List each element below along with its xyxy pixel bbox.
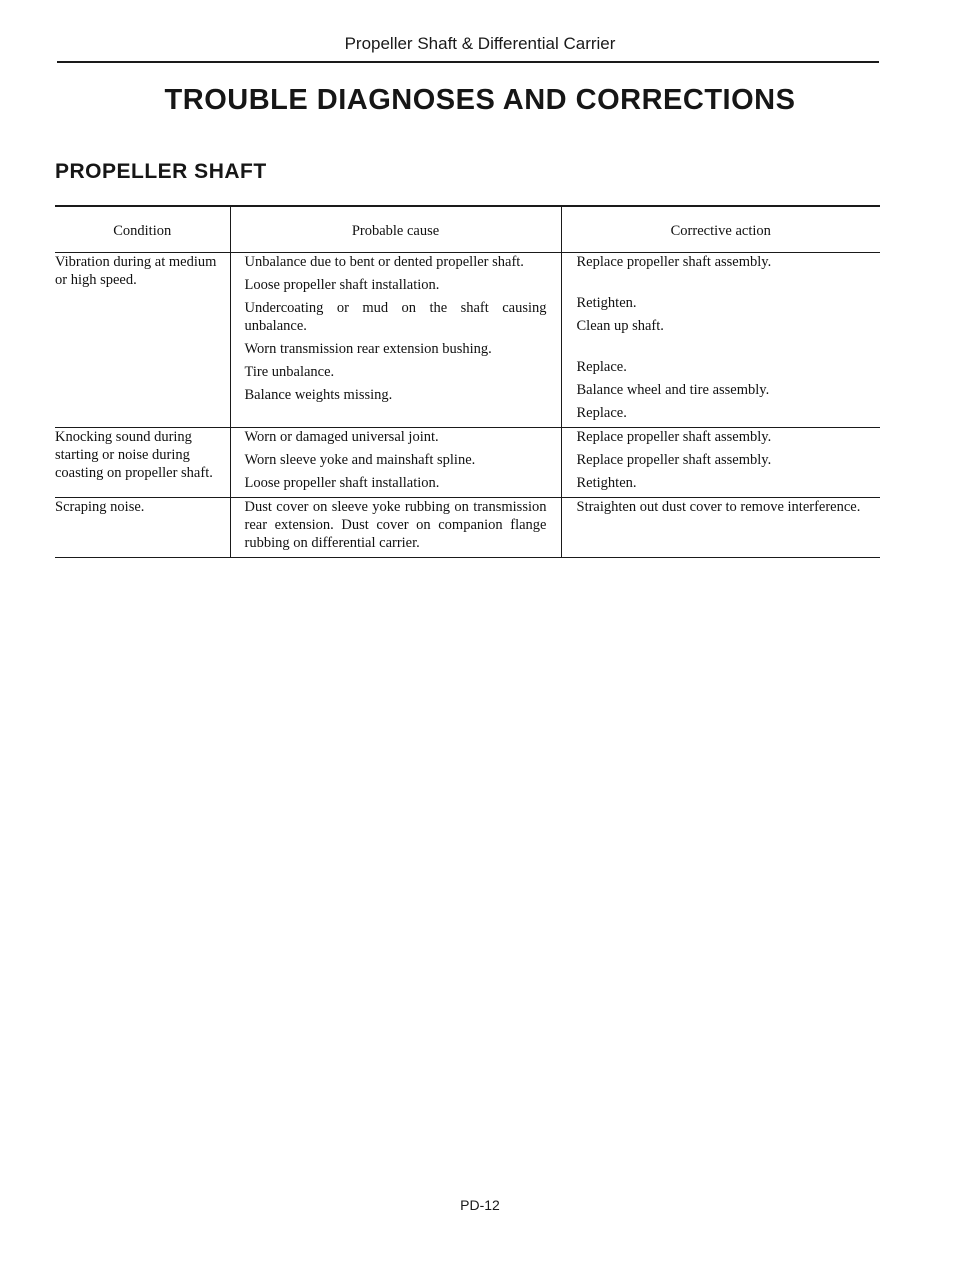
running-header: Propeller Shaft & Differential Carrier	[344, 34, 616, 53]
page-title: TROUBLE DIAGNOSES AND CORRECTIONS	[164, 84, 796, 116]
action-item: Replace propeller shaft assembly.	[576, 254, 772, 270]
cause-cell	[230, 498, 561, 558]
action-cell	[561, 498, 880, 558]
cause-item: Unbalance due to bent or dented propeller shaft.	[244, 254, 524, 270]
action-item: Retighten.	[576, 475, 637, 491]
cause-item: Undercoating or mud on the shaft causing unbalance.	[244, 300, 547, 334]
diagnosis-table	[55, 205, 880, 558]
cause-item: Loose propeller shaft installation.	[244, 277, 440, 293]
action-item: Balance wheel and tire assembly.	[576, 382, 770, 398]
page-number: PD-12	[460, 1197, 500, 1213]
action-item: Replace propeller shaft assembly.	[576, 429, 772, 445]
action-item: Retighten.	[576, 295, 637, 311]
diagnosis-table-container	[55, 205, 880, 558]
action-cell	[561, 253, 880, 428]
cause-item: Dust cover on sleeve yoke rubbing on transmission rear extension. Dust cover on companion flange rubbing on differential carrier.	[244, 499, 547, 551]
column-header-action: Corrective action	[561, 206, 880, 253]
action-item: Replace propeller shaft assembly.	[576, 452, 772, 468]
cause-item: Worn transmission rear extension bushing.	[244, 341, 492, 357]
column-header-cause: Probable cause	[230, 206, 561, 253]
table-header-row	[55, 206, 880, 253]
action-item: Replace.	[576, 359, 627, 375]
cause-cell	[230, 253, 561, 428]
action-cell	[561, 428, 880, 498]
section-title: PROPELLER SHAFT	[55, 160, 267, 183]
condition-cell: Vibration during at medium or high speed.	[55, 253, 230, 428]
condition-cell: Knocking sound during starting or noise during coasting on propeller shaft.	[55, 428, 230, 498]
table-row	[55, 428, 880, 498]
action-item: Clean up shaft.	[576, 318, 664, 334]
column-header-condition: Condition	[55, 206, 230, 253]
cause-item: Balance weights missing.	[244, 387, 393, 403]
header-rule	[57, 61, 879, 63]
table-row	[55, 498, 880, 558]
cause-item: Tire unbalance.	[244, 364, 335, 380]
cause-item: Worn sleeve yoke and mainshaft spline.	[244, 452, 476, 468]
table-row	[55, 253, 880, 428]
condition-cell: Scraping noise.	[55, 498, 230, 558]
cause-cell	[230, 428, 561, 498]
cause-item: Loose propeller shaft installation.	[244, 475, 440, 491]
action-item: Replace.	[576, 405, 627, 421]
action-item: Straighten out dust cover to remove interference.	[576, 499, 861, 515]
cause-item: Worn or damaged universal joint.	[244, 429, 439, 445]
